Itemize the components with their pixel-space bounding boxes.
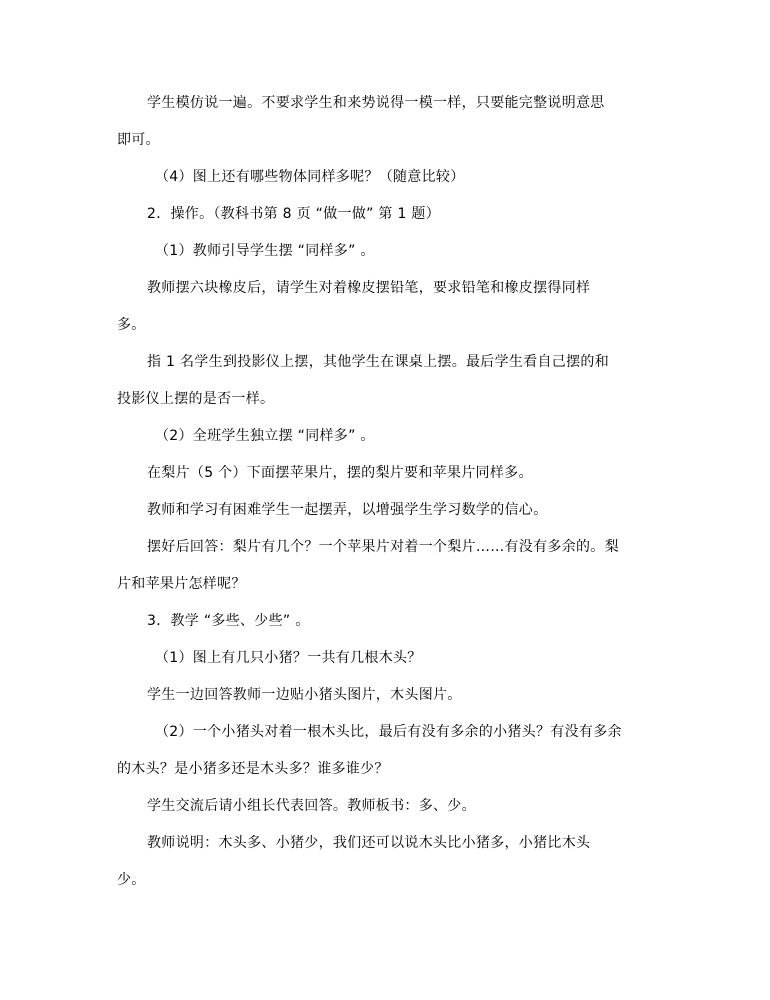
text-line: （4）图上还有哪些物体同样多呢？（随意比较） — [155, 169, 465, 185]
text-line: 3．教学 “多些、少些” 。 — [147, 613, 310, 629]
text-line: 学生一边回答教师一边贴小猪头图片，木头图片。 — [147, 687, 462, 703]
text-line: 在梨片（5 个）下面摆苹果片，摆的梨片要和苹果片同样多。 — [147, 465, 533, 481]
text-line: 教师和学习有困难学生一起摆弄，以增强学生学习数学的信心。 — [147, 502, 548, 518]
text-line: 教师说明：木头多、小猪少，我们还可以说木头比小猪多，小猪比木头 — [147, 835, 591, 851]
text-line: 2．操作。（教科书第 8 页 “做一做” 第 1 题） — [147, 206, 441, 222]
text-line: 少。 — [117, 872, 146, 888]
text-line: （2）全班学生独立摆 “同样多” 。 — [155, 428, 375, 444]
text-line: 多。 — [117, 317, 146, 333]
text-line: 的木头？是小猪多还是木头多？谁多谁少？ — [117, 761, 389, 777]
text-line: 指 1 名学生到投影仪上摆，其他学生在课桌上摆。最后学生看自己摆的和 — [147, 354, 610, 370]
text-line: 学生交流后请小组长代表回答。教师板书：多、少。 — [147, 798, 476, 814]
text-line: （1）图上有几只小猪？一共有几根木头？ — [155, 650, 422, 666]
text-line: 学生模仿说一遍。不要求学生和来势说得一模一样，只要能完整说明意思 — [147, 95, 605, 111]
text-line: 即可。 — [117, 132, 160, 148]
text-line: 片和苹果片怎样呢？ — [117, 576, 246, 592]
text-line: （2）一个小猪头对着一根木头比，最后有没有多余的小猪头？有没有多余 — [155, 724, 622, 740]
text-line: 摆好后回答：梨片有几个？一个苹果片对着一个梨片……有没有多余的。梨 — [147, 539, 619, 555]
text-line: （1）教师引导学生摆 “同样多” 。 — [155, 243, 375, 259]
text-line: 投影仪上摆的是否一样。 — [117, 391, 275, 407]
text-line: 教师摆六块橡皮后，请学生对着橡皮摆铅笔，要求铅笔和橡皮摆得同样 — [147, 280, 591, 296]
